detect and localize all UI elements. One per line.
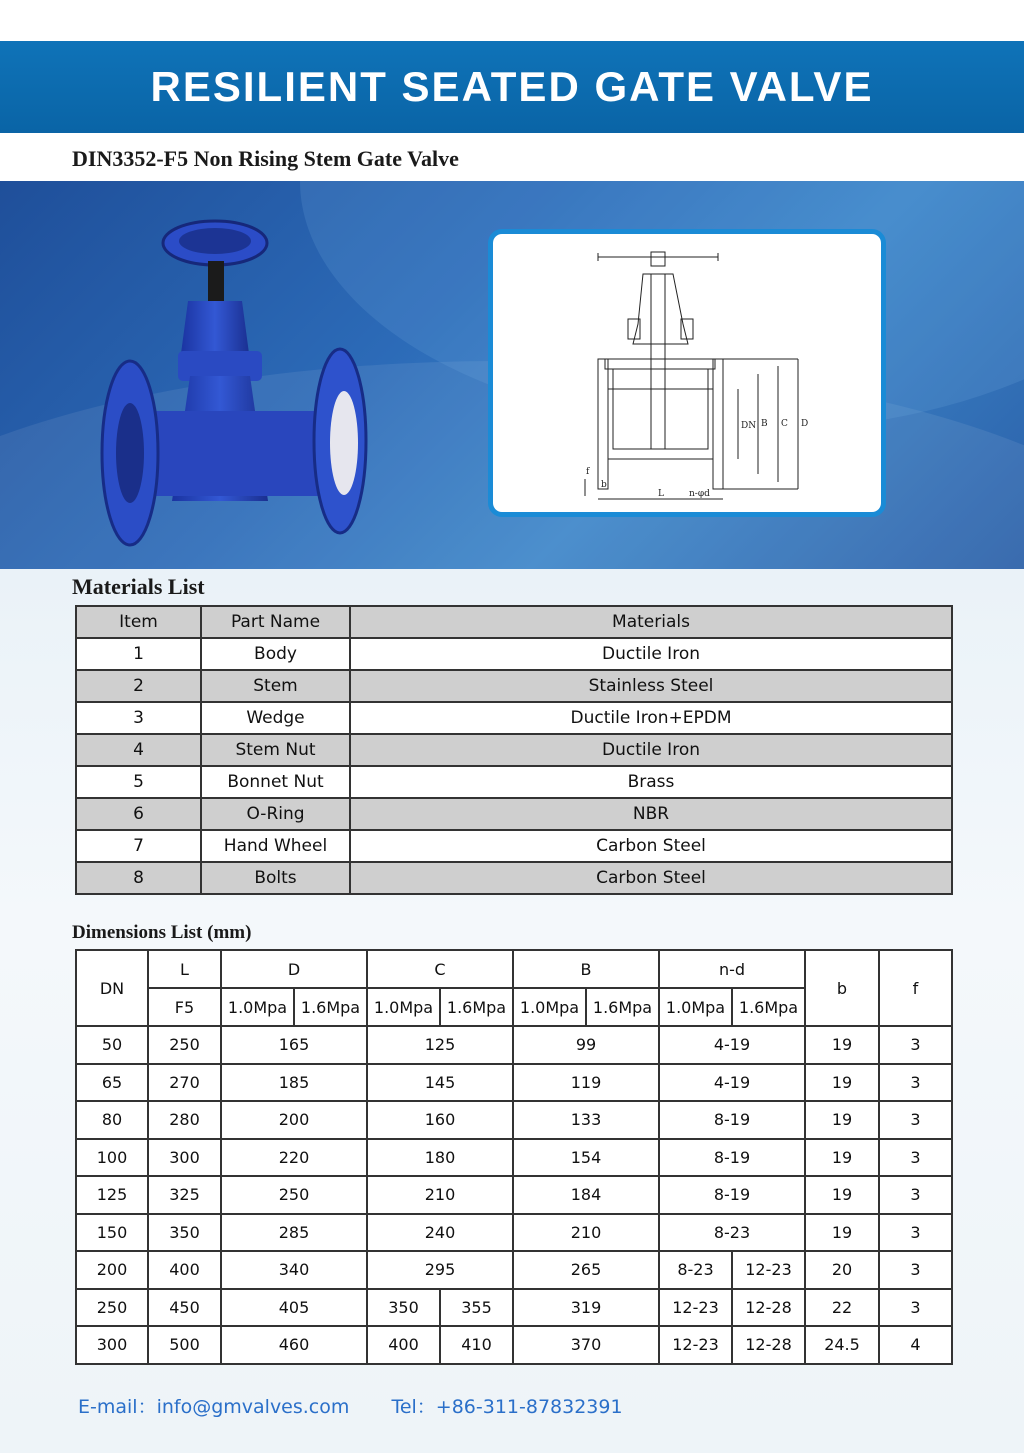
- material-cell: Ductile Iron: [350, 638, 952, 670]
- l-cell: 350: [148, 1214, 221, 1252]
- f-cell: 3: [879, 1251, 952, 1289]
- table-header-row: [76, 950, 952, 988]
- part-name-cell: Stem Nut: [201, 734, 350, 766]
- table-row: [76, 1289, 952, 1327]
- material-cell: Carbon Steel: [350, 862, 952, 894]
- material-cell: Carbon Steel: [350, 830, 952, 862]
- column-subheader: 1.0Mpa: [367, 988, 440, 1026]
- nd-cell: 8-19: [659, 1139, 805, 1177]
- item-cell: 6: [76, 798, 201, 830]
- column-header: f: [879, 950, 952, 1026]
- column-header: Part Name: [201, 606, 350, 638]
- title-banner: [0, 41, 1024, 133]
- column-subheader: 1.0Mpa: [659, 988, 732, 1026]
- dn-cell: 150: [76, 1214, 148, 1252]
- c-cell: 160: [367, 1101, 513, 1139]
- d-cell: 460: [221, 1326, 367, 1364]
- f-cell: 3: [879, 1139, 952, 1177]
- bb-cell: 19: [805, 1214, 879, 1252]
- c-1.6-cell: 355: [440, 1289, 513, 1327]
- nd-1.6-cell: 12-23: [732, 1251, 805, 1289]
- dn-cell: 125: [76, 1176, 148, 1214]
- drawing-label-bb: b: [601, 480, 607, 490]
- f-cell: 3: [879, 1176, 952, 1214]
- column-subheader: F5: [148, 988, 221, 1026]
- material-cell: Stainless Steel: [350, 670, 952, 702]
- column-header: b: [805, 950, 879, 1026]
- part-name-cell: Stem: [201, 670, 350, 702]
- bb-cell: 19: [805, 1101, 879, 1139]
- c-cell: 240: [367, 1214, 513, 1252]
- column-subheader: 1.0Mpa: [221, 988, 294, 1026]
- column-subheader: 1.0Mpa: [513, 988, 586, 1026]
- f-cell: 3: [879, 1026, 952, 1064]
- nd-1.0-cell: 12-23: [659, 1326, 732, 1364]
- column-header: DN: [76, 950, 148, 1026]
- column-subheader: 1.6Mpa: [440, 988, 513, 1026]
- d-cell: 285: [221, 1214, 367, 1252]
- table-row: [76, 766, 952, 798]
- column-subheader: 1.6Mpa: [586, 988, 659, 1026]
- dn-cell: 100: [76, 1139, 148, 1177]
- column-subheader: 1.6Mpa: [294, 988, 367, 1026]
- bb-cell: 20: [805, 1251, 879, 1289]
- part-name-cell: Bonnet Nut: [201, 766, 350, 798]
- b-cell: 99: [513, 1026, 659, 1064]
- table-row: [76, 1026, 952, 1064]
- valve-photo: [100, 211, 370, 551]
- item-cell: 5: [76, 766, 201, 798]
- hero-section: [0, 181, 1024, 569]
- l-cell: 400: [148, 1251, 221, 1289]
- product-subtitle: DIN3352-F5 Non Rising Stem Gate Valve: [72, 146, 459, 171]
- f-cell: 3: [879, 1101, 952, 1139]
- material-cell: NBR: [350, 798, 952, 830]
- bb-cell: 24.5: [805, 1326, 879, 1364]
- c-cell: 295: [367, 1251, 513, 1289]
- b-cell: 154: [513, 1139, 659, 1177]
- phone-text: Tel：+86-311-87832391: [391, 1396, 623, 1418]
- d-cell: 185: [221, 1064, 367, 1102]
- l-cell: 300: [148, 1139, 221, 1177]
- drawing-label-b: B: [761, 419, 768, 429]
- bb-cell: 19: [805, 1139, 879, 1177]
- drawing-label-f: f: [586, 467, 590, 477]
- l-cell: 250: [148, 1026, 221, 1064]
- drawing-label-dn: DN: [741, 421, 757, 431]
- contact-footer: [78, 1392, 659, 1419]
- part-name-cell: Bolts: [201, 862, 350, 894]
- b-cell: 370: [513, 1326, 659, 1364]
- part-name-cell: Body: [201, 638, 350, 670]
- nd-cell: 8-23: [659, 1214, 805, 1252]
- c-1.0-cell: 400: [367, 1326, 440, 1364]
- part-name-cell: Hand Wheel: [201, 830, 350, 862]
- bb-cell: 19: [805, 1026, 879, 1064]
- item-cell: 4: [76, 734, 201, 766]
- dn-cell: 50: [76, 1026, 148, 1064]
- bb-cell: 19: [805, 1064, 879, 1102]
- part-name-cell: Wedge: [201, 702, 350, 734]
- item-cell: 8: [76, 862, 201, 894]
- dimensions-list-title: Dimensions List (mm): [72, 922, 252, 943]
- table-row: [76, 830, 952, 862]
- nd-1.0-cell: 12-23: [659, 1289, 732, 1327]
- table-header-row: [76, 606, 952, 638]
- material-cell: Ductile Iron: [350, 734, 952, 766]
- d-cell: 165: [221, 1026, 367, 1064]
- b-cell: 133: [513, 1101, 659, 1139]
- item-cell: 3: [76, 702, 201, 734]
- c-1.6-cell: 410: [440, 1326, 513, 1364]
- c-cell: 125: [367, 1026, 513, 1064]
- d-cell: 250: [221, 1176, 367, 1214]
- column-subheader: 1.6Mpa: [732, 988, 805, 1026]
- table-row: [76, 1251, 952, 1289]
- bb-cell: 19: [805, 1176, 879, 1214]
- dn-cell: 250: [76, 1289, 148, 1327]
- c-1.0-cell: 350: [367, 1289, 440, 1327]
- c-cell: 210: [367, 1176, 513, 1214]
- drawing-label-nd: n-φd: [689, 489, 710, 499]
- dn-cell: 200: [76, 1251, 148, 1289]
- b-cell: 184: [513, 1176, 659, 1214]
- nd-cell: 8-19: [659, 1176, 805, 1214]
- dimensions-table: [75, 949, 953, 1365]
- part-name-cell: O-Ring: [201, 798, 350, 830]
- column-header: n-d: [659, 950, 805, 988]
- table-row: [76, 1064, 952, 1102]
- d-cell: 340: [221, 1251, 367, 1289]
- material-cell: Ductile Iron+EPDM: [350, 702, 952, 734]
- d-cell: 405: [221, 1289, 367, 1327]
- table-row: [76, 1214, 952, 1252]
- table-row: [76, 734, 952, 766]
- table-row: [76, 670, 952, 702]
- bb-cell: 22: [805, 1289, 879, 1327]
- nd-cell: 4-19: [659, 1064, 805, 1102]
- column-header: Materials: [350, 606, 952, 638]
- item-cell: 1: [76, 638, 201, 670]
- nd-cell: 4-19: [659, 1026, 805, 1064]
- nd-1.6-cell: 12-28: [732, 1326, 805, 1364]
- table-row: [76, 1101, 952, 1139]
- l-cell: 500: [148, 1326, 221, 1364]
- table-row: [76, 862, 952, 894]
- drawing-label-l: L: [658, 489, 664, 499]
- l-cell: 450: [148, 1289, 221, 1327]
- table-row: [76, 798, 952, 830]
- d-cell: 220: [221, 1139, 367, 1177]
- l-cell: 325: [148, 1176, 221, 1214]
- c-cell: 180: [367, 1139, 513, 1177]
- dn-cell: 80: [76, 1101, 148, 1139]
- f-cell: 3: [879, 1214, 952, 1252]
- item-cell: 7: [76, 830, 201, 862]
- b-cell: 265: [513, 1251, 659, 1289]
- column-header: D: [221, 950, 367, 988]
- c-cell: 145: [367, 1064, 513, 1102]
- column-header: L: [148, 950, 221, 988]
- b-cell: 119: [513, 1064, 659, 1102]
- b-cell: 210: [513, 1214, 659, 1252]
- column-header: Item: [76, 606, 201, 638]
- drawing-label-c: C: [781, 419, 788, 429]
- b-cell: 319: [513, 1289, 659, 1327]
- f-cell: 3: [879, 1289, 952, 1327]
- technical-drawing-frame: [488, 229, 886, 517]
- dn-cell: 300: [76, 1326, 148, 1364]
- nd-1.6-cell: 12-28: [732, 1289, 805, 1327]
- nd-cell: 8-19: [659, 1101, 805, 1139]
- table-row: [76, 1176, 952, 1214]
- l-cell: 280: [148, 1101, 221, 1139]
- column-header: C: [367, 950, 513, 988]
- f-cell: 4: [879, 1326, 952, 1364]
- table-row: [76, 638, 952, 670]
- table-row: [76, 1326, 952, 1364]
- item-cell: 2: [76, 670, 201, 702]
- materials-table: [75, 605, 953, 895]
- l-cell: 270: [148, 1064, 221, 1102]
- dn-cell: 65: [76, 1064, 148, 1102]
- material-cell: Brass: [350, 766, 952, 798]
- drawing-label-d: D: [801, 419, 809, 429]
- column-header: B: [513, 950, 659, 988]
- nd-1.0-cell: 8-23: [659, 1251, 732, 1289]
- f-cell: 3: [879, 1064, 952, 1102]
- email-link[interactable]: E-mail：info@gmvalves.com: [78, 1396, 350, 1418]
- d-cell: 200: [221, 1101, 367, 1139]
- page-title: RESILIENT SEATED GATE VALVE: [150, 63, 874, 110]
- table-row: [76, 1139, 952, 1177]
- table-row: [76, 702, 952, 734]
- technical-drawing: [493, 234, 881, 512]
- materials-list-title: Materials List: [72, 574, 205, 599]
